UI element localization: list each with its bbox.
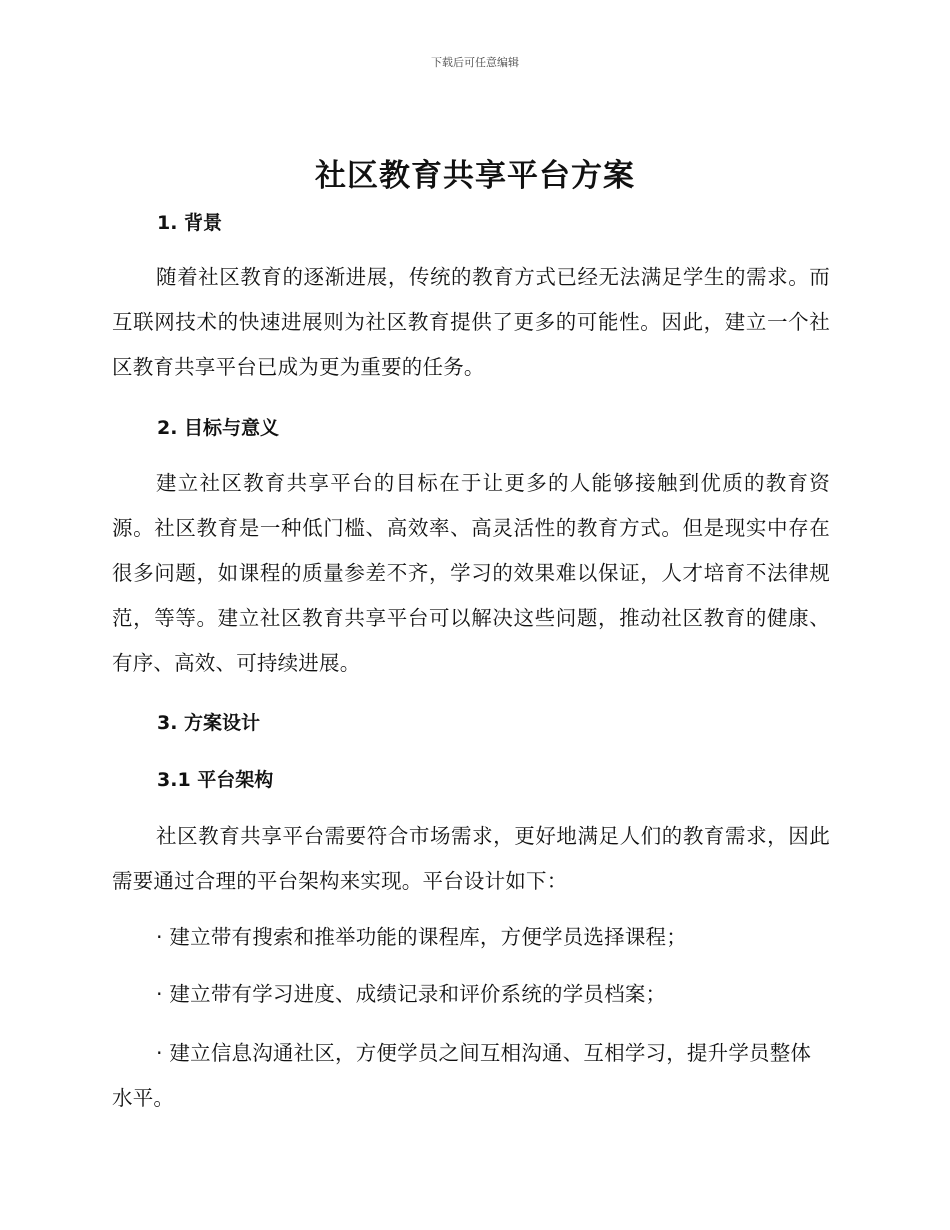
list-item-course-library: · 建立带有搜索和推举功能的课程库，方便学员选择课程； xyxy=(156,925,687,949)
subsection-heading-architecture: 3.1 平台架构 xyxy=(157,769,274,791)
document-title: 社区教育共享平台方案 xyxy=(315,158,635,194)
section-heading-goals: 2. 目标与意义 xyxy=(157,417,280,439)
section-heading-background: 1. 背景 xyxy=(157,212,223,234)
background-paragraph: 随着社区教育的逐渐进展，传统的教育方式已经无法满足学生的需求。而互联网技术的快速进展则为社区教育提供了更多的可能性。因此，建立一个社区教育共享平台已成为更为重要的任务。 xyxy=(112,265,830,379)
list-item-community: · 建立信息沟通社区，方便学员之间互相沟通、互相学习，提升学员整体水平。 xyxy=(112,1041,812,1110)
list-item-student-records: · 建立带有学习进度、成绩记录和评价系统的学员档案； xyxy=(156,982,667,1006)
header-note: 下载后可任意编辑 xyxy=(431,56,519,69)
architecture-paragraph: 社区教育共享平台需要符合市场需求，更好地满足人们的教育需求，因此需要通过合理的平台架构来实现。平台设计如下： xyxy=(112,824,830,893)
section-heading-design: 3. 方案设计 xyxy=(157,712,261,734)
goals-paragraph: 建立社区教育共享平台的目标在于让更多的人能够接触到优质的教育资源。社区教育是一种低门槛、高效率、高灵活性的教育方式。但是现实中存在很多问题，如课程的质量参差不齐，学习的效果难以保证，人才培育不法律规范，等等。建立社区教育共享平台可以解决这些问题，推动社区教育的健康、有序、高效、可持续进展。 xyxy=(112,471,830,675)
